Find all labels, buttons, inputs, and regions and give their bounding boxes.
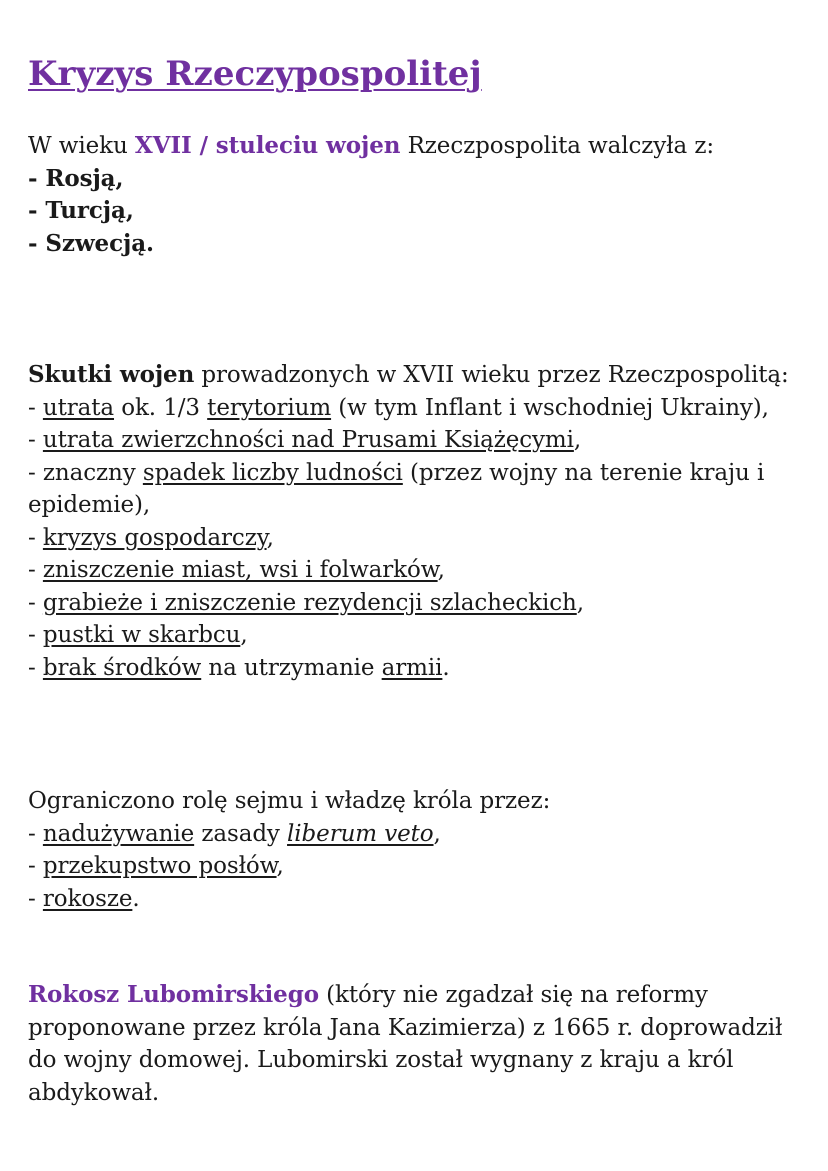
list-item: - pustki w skarbcu,: [28, 622, 248, 648]
power-limits-paragraph: [28, 785, 803, 915]
list-item: - znaczny spadek liczby ludności (przez wojny na terenie kraju i epidemie),: [28, 459, 765, 518]
list-item: - przekupstwo posłów,: [28, 853, 284, 879]
section-heading: Ograniczono rolę sejmu i władzę króla przez:: [28, 788, 551, 814]
country-name: Rosją,: [45, 164, 124, 192]
list-item: - utrata zwierzchności nad Prusami Książęcymi,: [28, 427, 582, 453]
list-item: - zniszczenie miast, wsi i folwarków,: [28, 557, 445, 583]
rokosz-text: (który nie zgadzał się na reformy proponowane przez króla Jana Kazimierza) z 1665 r. doprowadził do wojny domowej. Lubomirski został wygnany z kraju a król abdykował.: [28, 982, 783, 1106]
war-effects-paragraph: [28, 359, 803, 684]
list-item: - Turcją,: [28, 197, 134, 224]
rokosz-highlight: Rokosz Lubomirskiego: [28, 981, 319, 1008]
list-item: - utrata ok. 1/3 terytorium (w tym Inflant i wschodniej Ukrainy),: [28, 394, 769, 421]
list-item: - Szwecją.: [28, 229, 154, 257]
wars-paragraph: [28, 130, 803, 260]
country-name: Szwecją.: [45, 229, 154, 257]
country-name: Turcją,: [45, 197, 134, 224]
intro-highlight: XVII / stuleciu wojen: [134, 132, 401, 159]
list-item: - grabieże i zniszczenie rezydencji szlacheckich,: [28, 589, 584, 616]
list-item: - rokosze.: [28, 885, 140, 912]
intro-text-end: Rzeczpospolita walczyła z:: [400, 133, 715, 159]
list-item: - nadużywanie zasady liberum veto,: [28, 820, 441, 847]
list-item: - brak środków na utrzymanie armii.: [28, 654, 450, 681]
intro-text: W wieku: [28, 133, 135, 159]
page-title: Kryzys Rzeczypospolitej: [28, 54, 482, 94]
list-item: - Rosją,: [28, 164, 124, 192]
document-content: [28, 52, 803, 1106]
section-heading-bold: Skutki wojen: [28, 361, 195, 388]
section-heading-text: prowadzonych w XVII wieku przez Rzeczpospolitą:: [194, 362, 789, 388]
lubomirski-paragraph: [28, 979, 803, 1109]
list-item: - kryzys gospodarczy,: [28, 524, 274, 551]
